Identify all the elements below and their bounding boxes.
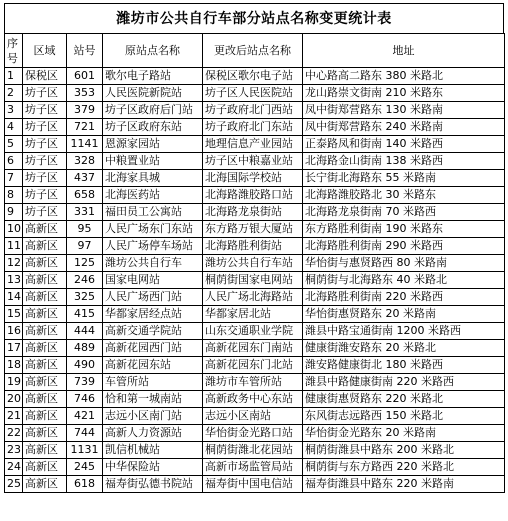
cell-area: 高新区: [23, 357, 67, 374]
cell-seq: 15: [5, 306, 23, 323]
table-row: [5, 374, 505, 391]
cell-new-name: 福寿街中国电信站: [203, 476, 303, 493]
cell-area: 高新区: [23, 374, 67, 391]
cell-new-name: 潍坊市车管所站: [203, 374, 303, 391]
cell-station-no: 353: [67, 85, 103, 102]
cell-station-no: 379: [67, 102, 103, 119]
cell-address: 华怡街惠贤路东 20 米路南: [303, 306, 505, 323]
table-title: 潍坊市公共自行车部分站点名称变更统计表: [4, 3, 504, 33]
cell-address: 潍安路健康街北 180 米路西: [303, 357, 505, 374]
cell-new-name: 桐荫街国家电网站: [203, 272, 303, 289]
cell-new-name: 北海路胜利街站: [203, 238, 303, 255]
cell-address: 正泰路凤和街南 140 米路西: [303, 136, 505, 153]
cell-address: 北海路胜利街南 290 米路西: [303, 238, 505, 255]
cell-area: 坊子区: [23, 102, 67, 119]
cell-seq: 1: [5, 68, 23, 85]
cell-seq: 24: [5, 459, 23, 476]
cell-station-no: 746: [67, 391, 103, 408]
statistics-sheet: [4, 3, 504, 493]
cell-station-no: 601: [67, 68, 103, 85]
table-row: [5, 323, 505, 340]
cell-old-name: 高新花园西门站: [103, 340, 203, 357]
cell-area: 坊子区: [23, 136, 67, 153]
header-area: 区域: [23, 34, 67, 68]
table-row: [5, 255, 505, 272]
cell-new-name: 北海路潍胶路口站: [203, 187, 303, 204]
header-new-name: 更改后站点名称: [203, 34, 303, 68]
cell-address: 福寿街潍县中路东 220 米路南: [303, 476, 505, 493]
cell-seq: 5: [5, 136, 23, 153]
cell-station-no: 1131: [67, 442, 103, 459]
station-rename-table: [4, 33, 505, 493]
table-row: [5, 187, 505, 204]
cell-old-name: 人民广场东门东站: [103, 221, 203, 238]
cell-seq: 16: [5, 323, 23, 340]
table-row: [5, 238, 505, 255]
cell-old-name: 车管所站: [103, 374, 203, 391]
cell-seq: 9: [5, 204, 23, 221]
cell-new-name: 高新政务中心东站: [203, 391, 303, 408]
cell-station-no: 246: [67, 272, 103, 289]
cell-new-name: 山东交通职业学院: [203, 323, 303, 340]
cell-area: 高新区: [23, 238, 67, 255]
cell-old-name: 凯信机械站: [103, 442, 203, 459]
cell-station-no: 658: [67, 187, 103, 204]
cell-area: 高新区: [23, 391, 67, 408]
table-row: [5, 289, 505, 306]
cell-new-name: 桐荫街潍北花园站: [203, 442, 303, 459]
cell-address: 华怡街与惠贤路西 80 米路南: [303, 255, 505, 272]
table-row: [5, 425, 505, 442]
cell-seq: 14: [5, 289, 23, 306]
cell-seq: 18: [5, 357, 23, 374]
table-row: [5, 357, 505, 374]
cell-old-name: 国家电网站: [103, 272, 203, 289]
table-row: [5, 204, 505, 221]
cell-station-no: 618: [67, 476, 103, 493]
cell-new-name: 人民广场北海路站: [203, 289, 303, 306]
cell-old-name: 坊子区政府东站: [103, 119, 203, 136]
cell-address: 潍县中路健康街南 220 米路西: [303, 374, 505, 391]
cell-area: 高新区: [23, 459, 67, 476]
cell-address: 凤中街郑营路东 130 米路南: [303, 102, 505, 119]
cell-old-name: 福寿街弘德书院站: [103, 476, 203, 493]
cell-seq: 17: [5, 340, 23, 357]
cell-new-name: 地理信息产业园站: [203, 136, 303, 153]
cell-seq: 13: [5, 272, 23, 289]
cell-address: 华怡街金光路东 20 米路南: [303, 425, 505, 442]
cell-area: 高新区: [23, 306, 67, 323]
cell-old-name: 志远小区南门站: [103, 408, 203, 425]
cell-old-name: 北海家具城: [103, 170, 203, 187]
cell-address: 北海路龙泉街南 70 米路西: [303, 204, 505, 221]
cell-station-no: 489: [67, 340, 103, 357]
table-row: [5, 408, 505, 425]
cell-new-name: 华都家居北站: [203, 306, 303, 323]
cell-address: 健康街潍安路东 20 米路北: [303, 340, 505, 357]
cell-old-name: 人民医院新院站: [103, 85, 203, 102]
cell-area: 坊子区: [23, 85, 67, 102]
cell-seq: 10: [5, 221, 23, 238]
cell-old-name: 人民广场西门站: [103, 289, 203, 306]
header-row: [5, 34, 505, 68]
cell-seq: 25: [5, 476, 23, 493]
cell-station-no: 95: [67, 221, 103, 238]
cell-seq: 8: [5, 187, 23, 204]
cell-old-name: 华都家居经点站: [103, 306, 203, 323]
cell-area: 坊子区: [23, 204, 67, 221]
cell-station-no: 721: [67, 119, 103, 136]
cell-area: 高新区: [23, 476, 67, 493]
cell-address: 长宁街北海路东 55 米路南: [303, 170, 505, 187]
cell-new-name: 高新市场监管局站: [203, 459, 303, 476]
cell-station-no: 421: [67, 408, 103, 425]
cell-seq: 21: [5, 408, 23, 425]
cell-area: 高新区: [23, 221, 67, 238]
cell-station-no: 1141: [67, 136, 103, 153]
table-row: [5, 119, 505, 136]
cell-address: 东风街志远路西 150 米路北: [303, 408, 505, 425]
cell-address: 北海路潍胶路北 30 米路东: [303, 187, 505, 204]
cell-seq: 23: [5, 442, 23, 459]
table-row: [5, 85, 505, 102]
table-row: [5, 221, 505, 238]
cell-seq: 2: [5, 85, 23, 102]
cell-seq: 4: [5, 119, 23, 136]
cell-address: 中心路高二路东 380 米路北: [303, 68, 505, 85]
cell-old-name: 高新花园东站: [103, 357, 203, 374]
cell-area: 坊子区: [23, 187, 67, 204]
cell-old-name: 坊子区政府后门站: [103, 102, 203, 119]
cell-address: 东方路胜利街南 190 米路东: [303, 221, 505, 238]
cell-new-name: 北海路龙泉街站: [203, 204, 303, 221]
table-row: [5, 476, 505, 493]
cell-station-no: 331: [67, 204, 103, 221]
cell-station-no: 437: [67, 170, 103, 187]
cell-address: 龙山路崇文街南 210 米路东: [303, 85, 505, 102]
cell-new-name: 北海国际学校站: [203, 170, 303, 187]
cell-address: 健康街惠贤路东 220 米路北: [303, 391, 505, 408]
cell-area: 保税区: [23, 68, 67, 85]
cell-new-name: 志远小区南站: [203, 408, 303, 425]
cell-area: 高新区: [23, 442, 67, 459]
header-old-name: 原站点名称: [103, 34, 203, 68]
cell-new-name: 坊子政府北门西站: [203, 102, 303, 119]
cell-new-name: 坊子区人民医院站: [203, 85, 303, 102]
cell-seq: 6: [5, 153, 23, 170]
cell-new-name: 华怡街金光路口站: [203, 425, 303, 442]
cell-station-no: 415: [67, 306, 103, 323]
header-seq: 序号: [5, 34, 23, 68]
cell-address: 桐荫街与北海路东 40 米路北: [303, 272, 505, 289]
table-row: [5, 102, 505, 119]
table-row: [5, 68, 505, 85]
cell-address: 凤中街郑营路东 240 米路南: [303, 119, 505, 136]
cell-address: 桐荫街与东方路西 220 米路北: [303, 459, 505, 476]
cell-old-name: 高新交通学院站: [103, 323, 203, 340]
table-row: [5, 306, 505, 323]
cell-seq: 22: [5, 425, 23, 442]
cell-station-no: 444: [67, 323, 103, 340]
cell-seq: 20: [5, 391, 23, 408]
cell-new-name: 坊子区中粮嘉业站: [203, 153, 303, 170]
table-row: [5, 459, 505, 476]
cell-new-name: 坊子政府北门东站: [203, 119, 303, 136]
cell-area: 高新区: [23, 255, 67, 272]
cell-seq: 12: [5, 255, 23, 272]
cell-area: 高新区: [23, 289, 67, 306]
cell-area: 高新区: [23, 272, 67, 289]
cell-station-no: 328: [67, 153, 103, 170]
cell-old-name: 恩源家园站: [103, 136, 203, 153]
cell-new-name: 东方路万银大厦站: [203, 221, 303, 238]
cell-old-name: 潍坊公共自行车: [103, 255, 203, 272]
table-row: [5, 272, 505, 289]
cell-new-name: 高新花园东门南站: [203, 340, 303, 357]
cell-area: 高新区: [23, 323, 67, 340]
table-row: [5, 391, 505, 408]
table-row: [5, 170, 505, 187]
cell-area: 坊子区: [23, 119, 67, 136]
cell-old-name: 中粮置业站: [103, 153, 203, 170]
cell-new-name: 高新花园东门北站: [203, 357, 303, 374]
cell-station-no: 325: [67, 289, 103, 306]
table-row: [5, 340, 505, 357]
cell-station-no: 490: [67, 357, 103, 374]
cell-station-no: 739: [67, 374, 103, 391]
cell-old-name: 高新人力资源站: [103, 425, 203, 442]
cell-new-name: 保税区歌尔电子站: [203, 68, 303, 85]
table-row: [5, 153, 505, 170]
cell-seq: 19: [5, 374, 23, 391]
cell-station-no: 744: [67, 425, 103, 442]
cell-old-name: 北海医药站: [103, 187, 203, 204]
cell-seq: 11: [5, 238, 23, 255]
cell-station-no: 125: [67, 255, 103, 272]
cell-address: 桐荫街潍县中路东 200 米路北: [303, 442, 505, 459]
header-address: 地址: [303, 34, 505, 68]
cell-old-name: 歌尔电子路站: [103, 68, 203, 85]
cell-address: 潍县中路宝通街南 1200 米路西: [303, 323, 505, 340]
cell-area: 坊子区: [23, 153, 67, 170]
header-station-no: 站号: [67, 34, 103, 68]
cell-new-name: 潍坊公共自行车站: [203, 255, 303, 272]
cell-address: 北海路胜利街南 220 米路西: [303, 289, 505, 306]
cell-old-name: 中华保险站: [103, 459, 203, 476]
cell-old-name: 福田员工公寓站: [103, 204, 203, 221]
cell-seq: 7: [5, 170, 23, 187]
cell-area: 高新区: [23, 425, 67, 442]
cell-old-name: 人民广场停车场站: [103, 238, 203, 255]
cell-area: 高新区: [23, 408, 67, 425]
table-row: [5, 136, 505, 153]
cell-old-name: 恰和第一城南站: [103, 391, 203, 408]
cell-station-no: 97: [67, 238, 103, 255]
cell-station-no: 245: [67, 459, 103, 476]
cell-area: 坊子区: [23, 170, 67, 187]
cell-seq: 3: [5, 102, 23, 119]
table-body: [5, 68, 505, 493]
table-row: [5, 442, 505, 459]
cell-address: 北海路金山街南 138 米路西: [303, 153, 505, 170]
cell-area: 高新区: [23, 340, 67, 357]
